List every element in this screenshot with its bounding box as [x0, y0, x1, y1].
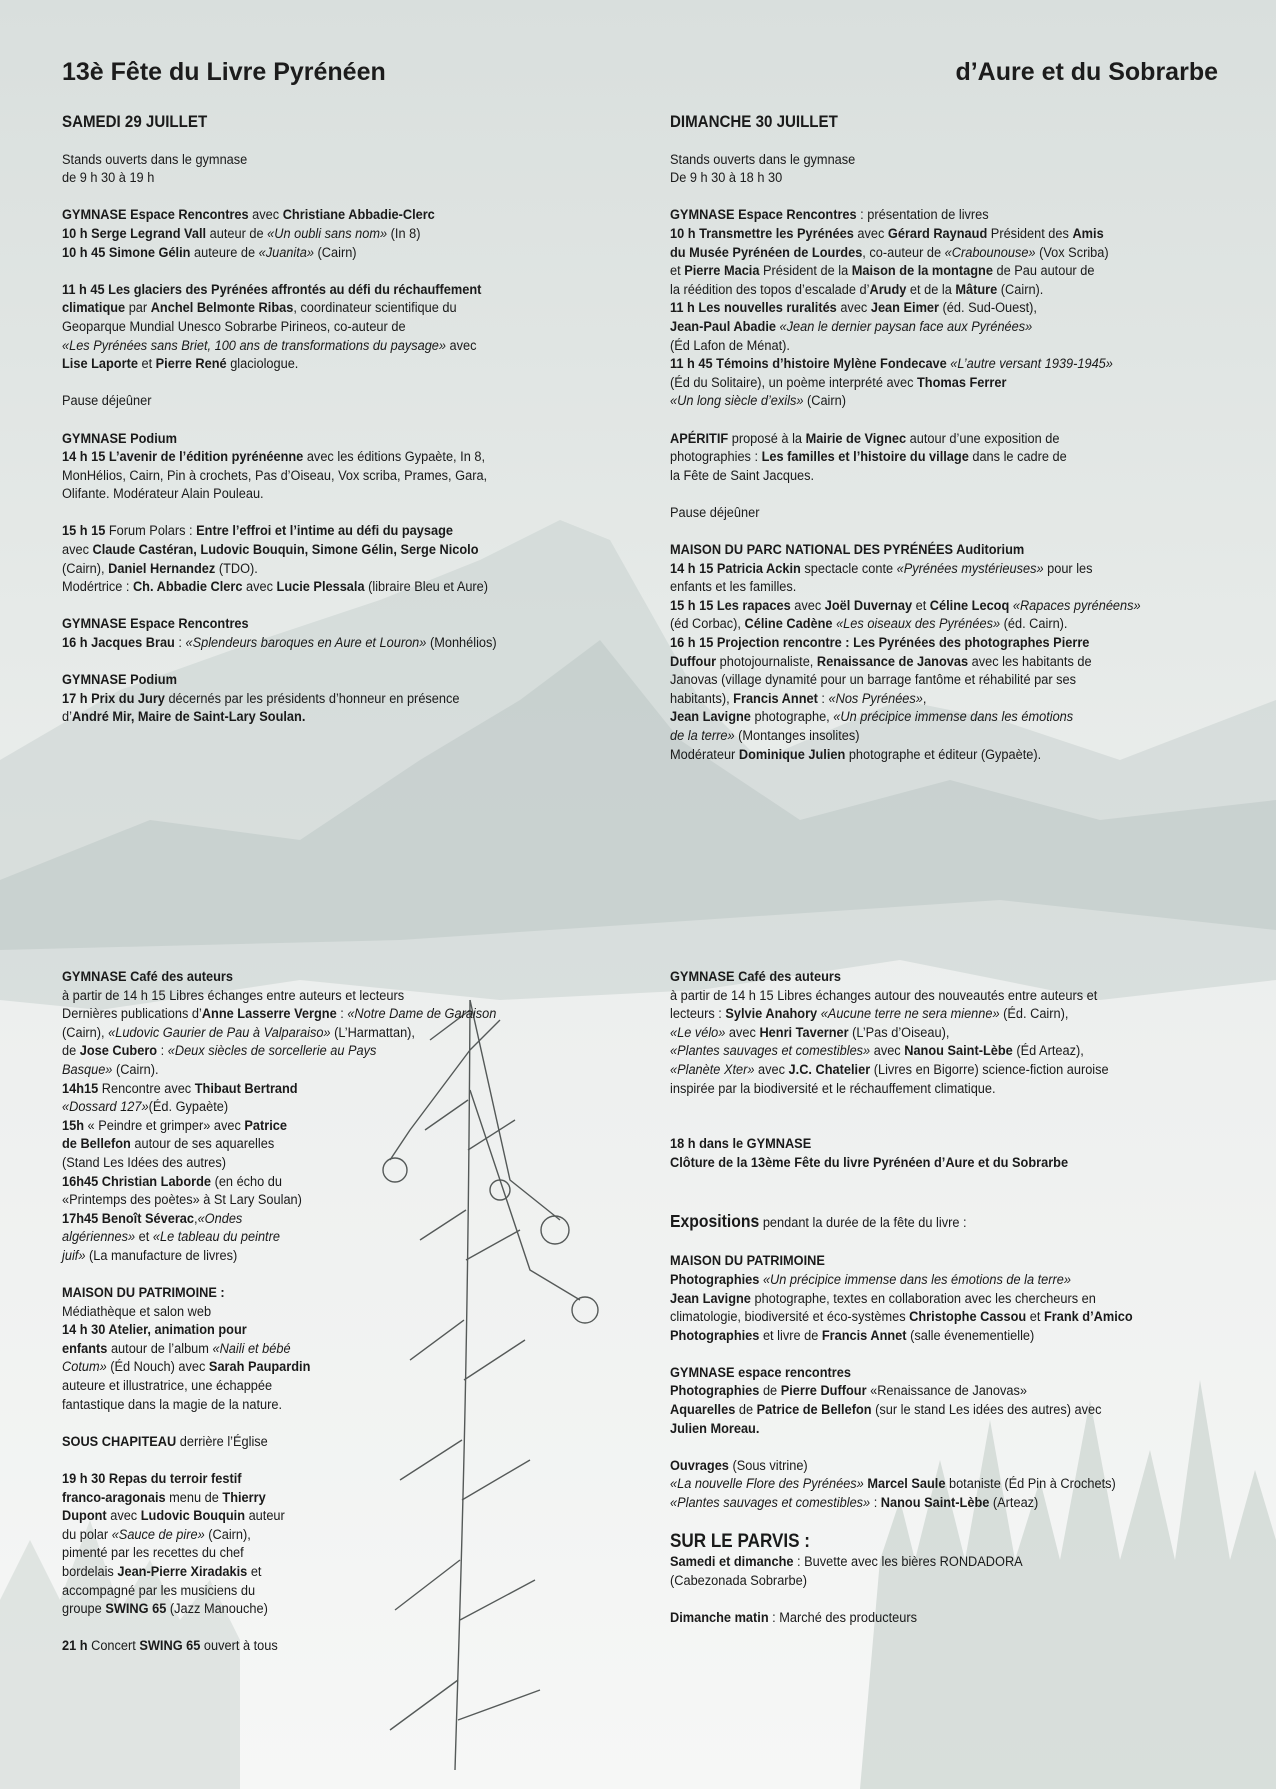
text-line: 11 h 45 Les glaciers des Pyrénées affrontés au défi du réchauffement [62, 281, 482, 298]
saturday-heading: SAMEDI 29 JUILLET [62, 112, 208, 131]
text-line: GYMNASE Espace Rencontres [62, 616, 249, 633]
text-line: 11 h Les nouvelles ruralités avec Jean Eimer (éd. Sud-Ouest), [670, 300, 1037, 317]
page-subtitle: d’Aure et du Sobrarbe [955, 58, 1218, 86]
text-line: la réédition des topos d’escalade d’Arudy et de la Mâture (Cairn). [670, 281, 1044, 298]
text-line: Médiathèque et salon web [62, 1303, 212, 1320]
text-line: APÉRITIF proposé à la Mairie de Vignec autour d’une exposition de [670, 430, 1060, 447]
text-line: 17h45 Benoît Séverac,«Ondes [62, 1210, 243, 1227]
text-line: GYMNASE Café des auteurs [62, 969, 234, 985]
text-line: Samedi et dimanche : Buvette avec les bières RONDADORA [670, 1554, 1023, 1571]
text-line: «Les Pyrénées sans Briet, 100 ans de transformations du paysage» avec [62, 337, 477, 354]
text-line: 14h15 Rencontre avec Thibaut Bertrand [62, 1080, 298, 1097]
text-line: Ouvrages (Sous vitrine) [670, 1457, 808, 1474]
text-line: Jean Lavigne photographe, textes en collaboration avec les chercheurs en [670, 1290, 1096, 1307]
text-line: GYMNASE Podium [62, 672, 177, 689]
text-line: enfants autour de l’album «Naili et bébé [62, 1340, 291, 1357]
text-line: Olifante. Modérateur Alain Pouleau. [62, 486, 264, 503]
text-line: fantastique dans la magie de la nature. [62, 1396, 283, 1413]
text-line: pimenté par les recettes du chef [62, 1545, 244, 1562]
text-line: (Cairn), Daniel Hernandez (TDO). [62, 560, 258, 577]
text-line: 14 h 30 Atelier, animation pour [62, 1322, 247, 1339]
text-line: habitants), Francis Annet : «Nos Pyrénées», [670, 690, 927, 707]
text-line: 10 h Transmettre les Pyrénées avec Gérard Raynaud Président des Amis [670, 225, 1104, 242]
text-line: photographies : Les familles et l’histoire du village dans le cadre de [670, 449, 1067, 466]
text-line: Janovas (village dynamité pour un barrage fantôme et réhabilité par ses [670, 672, 1076, 689]
text-line: climatique par Anchel Belmonte Ribas, coordinateur scientifique du [62, 300, 457, 317]
text-line: 15 h 15 Forum Polars : Entre l’effroi et l’intime au défi du paysage [62, 523, 453, 540]
text-line: 21 h Concert SWING 65 ouvert à tous [62, 1638, 278, 1655]
text-line: auteure et illustratrice, une échappée [62, 1378, 273, 1395]
text-line: GYMNASE Café des auteurs [670, 969, 842, 985]
text-line: GYMNASE Podium [62, 430, 177, 447]
text-line: 15 h 15 Les rapaces avec Joël Duvernay et Céline Lecoq «Rapaces pyrénéens» [670, 597, 1141, 614]
text-line: 18 h dans le GYMNASE [670, 1136, 812, 1153]
text-line: Modérateur Dominique Julien photographe et éditeur (Gypaète). [670, 746, 1042, 763]
text-line: 10 h 45 Simone Gélin auteure de «Juanita» (Cairn) [62, 244, 357, 261]
text-line: de 9 h 30 à 19 h [62, 170, 155, 187]
text-line: MAISON DU PATRIMOINE [670, 1253, 825, 1270]
text-line: 16h45 Christian Laborde (en écho du [62, 1173, 283, 1190]
text-line: 10 h Serge Legrand Vall auteur de «Un oubli sans nom» (In 8) [62, 225, 421, 242]
text-line: de Bellefon autour de ses aquarelles [62, 1136, 275, 1153]
text-line: «Planète Xter» avec J.C. Chatelier (Livres en Bigorre) science-fiction auroise [670, 1061, 1109, 1078]
text-line: De 9 h 30 à 18 h 30 [670, 170, 783, 187]
text-line: Photographies et livre de Francis Annet (salle évenementielle) [670, 1327, 1035, 1344]
text-line: et Pierre Macia Président de la Maison de la montagne de Pau autour de [670, 263, 1095, 280]
text-line: GYMNASE Espace Rencontres avec Christiane Abbadie-Clerc [62, 207, 435, 224]
text-line: d’André Mir, Maire de Saint-Lary Soulan. [62, 709, 306, 726]
text-line: enfants et les familles. [670, 579, 797, 596]
text-line: du Musée Pyrénéen de Lourdes, co-auteur de «Crabounouse» (Vox Scriba) [670, 244, 1109, 261]
text-line: «Un long siècle d’exils» (Cairn) [670, 393, 847, 410]
text-line: accompagné par les musiciens du [62, 1582, 256, 1599]
text-line: à partir de 14 h 15 Libres échanges autour des nouveautés entre auteurs et [670, 987, 1098, 1004]
text-line: franco-aragonais menu de Thierry [62, 1489, 266, 1506]
text-line: juif» (La manufacture de livres) [62, 1247, 238, 1264]
parvis-heading: SUR LE PARVIS : [670, 1531, 810, 1553]
text-line: Photographies de Pierre Duffour «Renaissance de Janovas» [670, 1383, 1027, 1400]
text-line: Pause déjeûner [670, 504, 760, 521]
text-line: Jean Lavigne photographe, «Un précipice immense dans les émotions [670, 709, 1074, 726]
text-line: (Stand Les Idées des autres) [62, 1154, 226, 1171]
text-line: avec Claude Castéran, Ludovic Bouquin, Simone Gélin, Serge Nicolo [62, 542, 479, 559]
exhibitions-heading: Expositions pendant la durée de la fête du livre : [670, 1210, 967, 1231]
text-line: à partir de 14 h 15 Libres échanges entre auteurs et lecteurs [62, 987, 405, 1004]
text-line: Modértrice : Ch. Abbadie Clerc avec Lucie Plessala (libraire Bleu et Aure) [62, 579, 489, 596]
text-line: 16 h 15 Projection rencontre : Les Pyrénées des photographes Pierre [670, 635, 1090, 652]
text-line: Dupont avec Ludovic Bouquin auteur [62, 1508, 285, 1525]
text-line: climatologie, biodiversité et éco-systèmes Christophe Cassou et Frank d’Amico [670, 1309, 1133, 1326]
text-line: Duffour photojournaliste, Renaissance de Janovas avec les habitants de [670, 653, 1092, 670]
text-line: Stands ouverts dans le gymnase [62, 151, 248, 168]
text-line: «La nouvelle Flore des Pyrénées» Marcel Saule botaniste (Éd Pin à Crochets) [670, 1476, 1116, 1493]
text-line: «Printemps des poètes» à St Lary Soulan) [62, 1192, 302, 1209]
text-line: 16 h Jacques Brau : «Splendeurs baroques en Aure et Louron» (Monhélios) [62, 635, 497, 652]
text-line: 15h « Peindre et grimper» avec Patrice [62, 1117, 288, 1134]
page-title: 13è Fête du Livre Pyrénéen [62, 58, 386, 86]
text-line: Dimanche matin : Marché des producteurs [670, 1610, 917, 1626]
text-line: Cotum» (Éd Nouch) avec Sarah Paupardin [62, 1359, 311, 1376]
text-line: GYMNASE Espace Rencontres : présentation de livres [670, 207, 989, 224]
text-line: 14 h 15 L’avenir de l’édition pyrénéenne avec les éditions Gypaète, In 8, [62, 449, 485, 466]
text-line: algériennes» et «Le tableau du peintre [62, 1229, 280, 1246]
text-line: Clôture de la 13ème Fête du livre Pyrénéen d’Aure et du Sobrarbe [670, 1154, 1069, 1171]
text-line: «Plantes sauvages et comestibles» : Nanou Saint-Lèbe (Arteaz) [670, 1495, 1039, 1512]
text-line: Dernières publications d’Anne Lasserre Vergne : «Notre Dame de Garaison [62, 1006, 497, 1023]
text-line: Julien Moreau. [670, 1420, 760, 1437]
text-line: «Dossard 127»(Éd. Gypaète) [62, 1099, 229, 1116]
sunday-afternoon-program [670, 968, 1133, 1628]
sunday-program [670, 112, 1141, 764]
text-line: Lise Laporte et Pierre René glaciologue. [62, 356, 299, 373]
text-line: de la terre» (Montanges insolites) [670, 728, 860, 744]
text-line: Photographies «Un précipice immense dans les émotions de la terre» [670, 1271, 1071, 1288]
text-line: (Cairn), «Ludovic Gaurier de Pau à Valparaiso» (L’Harmattan), [62, 1024, 415, 1041]
text-line: Aquarelles de Patrice de Bellefon (sur le stand Les idées des autres) avec [670, 1402, 1102, 1419]
text-line: GYMNASE espace rencontres [670, 1364, 851, 1381]
text-line: Pause déjeûner [62, 393, 152, 410]
text-line: «Le vélo» avec Henri Taverner (L’Pas d’Oiseau), [670, 1024, 950, 1041]
text-line: 11 h 45 Témoins d’histoire Mylène Fondecave «L’autre versant 1939-1945» [670, 356, 1113, 373]
text-line: (éd Corbac), Céline Cadène «Les oiseaux des Pyrénées» (éd. Cairn). [670, 616, 1068, 633]
text-line: 17 h Prix du Jury décernés par les présidents d’honneur en présence [62, 690, 460, 707]
text-line: MAISON DU PARC NATIONAL DES PYRÉNÉES Auditorium [670, 542, 1025, 559]
text-line: la Fête de Saint Jacques. [670, 467, 815, 484]
saturday-afternoon-program [62, 968, 496, 1656]
text-line: bordelais Jean-Pierre Xiradakis et [62, 1564, 262, 1580]
text-line: MonHélios, Cairn, Pin à crochets, Pas d’Oiseau, Vox scriba, Prames, Gara, [62, 467, 488, 484]
text-line: inspirée par la biodiversité et le réchauffement climatique. [670, 1080, 996, 1097]
text-line: SOUS CHAPITEAU derrière l’Église [62, 1433, 268, 1450]
text-line: Basque» (Cairn). [62, 1061, 159, 1078]
text-line: Stands ouverts dans le gymnase [670, 151, 856, 168]
text-line: «Plantes sauvages et comestibles» avec Nanou Saint-Lèbe (Éd Arteaz), [670, 1043, 1084, 1060]
text-line: 19 h 30 Repas du terroir festif [62, 1471, 242, 1488]
text-line: MAISON DU PATRIMOINE : [62, 1285, 225, 1302]
text-line: (Cabezonada Sobrarbe) [670, 1572, 807, 1589]
text-line: (Éd du Solitaire), un poème interprété avec Thomas Ferrer [670, 374, 1007, 391]
text-line: 14 h 15 Patricia Ackin spectacle conte «Pyrénées mystérieuses» pour les [670, 560, 1093, 577]
text-line: de Jose Cubero : «Deux siècles de sorcellerie au Pays [62, 1043, 377, 1060]
sunday-heading: DIMANCHE 30 JUILLET [670, 112, 838, 131]
text-line: lecteurs : Sylvie Anahory «Aucune terre ne sera mienne» (Éd. Cairn), [670, 1006, 1069, 1023]
saturday-program [62, 112, 497, 727]
text-line: du polar «Sauce de pire» (Cairn), [62, 1526, 251, 1543]
text-line: (Éd Lafon de Ménat). [670, 337, 790, 354]
text-line: Geoparque Mundial Unesco Sobrarbe Pirineos, co-auteur de [62, 318, 406, 335]
text-line: Jean-Paul Abadie «Jean le dernier paysan face aux Pyrénées» [670, 318, 1033, 335]
text-line: groupe SWING 65 (Jazz Manouche) [62, 1601, 268, 1618]
